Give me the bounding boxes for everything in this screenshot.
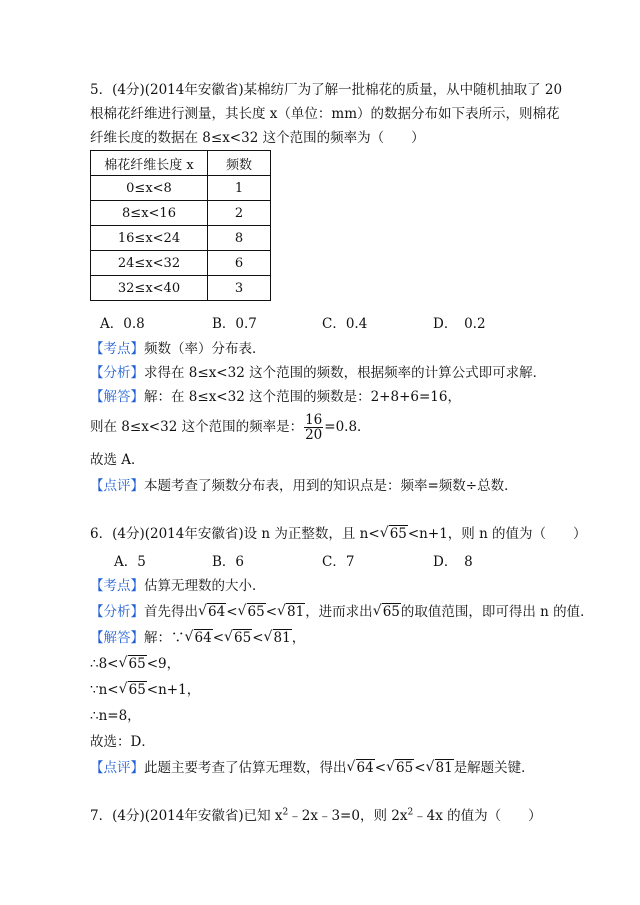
radicand: 65 (389, 526, 407, 542)
fraction-denominator: 20 (305, 427, 323, 443)
radical-icon: √ (372, 603, 382, 619)
dianping-text: 此题主要考查了估算无理数，得出 (144, 760, 347, 776)
q7-stem-part: ﹣4x 的值为（ ） (413, 808, 542, 824)
q5-option-b: B．0.7 (212, 316, 257, 332)
table-cell: 8≤x<16 (91, 201, 208, 226)
q5-option-c: C．0.4 (322, 316, 368, 332)
q6-dianping (90, 758, 535, 778)
q6-option-d: D． 8 (433, 554, 473, 570)
dianping-text: 是解题关键． (453, 760, 535, 776)
radicand: 65 (247, 604, 265, 620)
jieda-text: 解：∵ (144, 630, 185, 646)
radical-icon: √ (118, 655, 128, 671)
sqrt-65 (238, 602, 266, 622)
q6-choose: 故选：D． (90, 734, 155, 750)
table-row (91, 276, 271, 301)
step-text: <n+1， (146, 682, 201, 698)
dianping-tag: 【点评】 (90, 760, 144, 776)
kaodian-text: 估算无理数的大小． (144, 578, 266, 594)
kaodian-text: 频数（率）分布表． (144, 341, 266, 357)
fenxi-text: 的取值范围，即可得出 n 的值． (400, 604, 594, 620)
radicand: 81 (435, 760, 453, 776)
table-cell: 0≤x<8 (91, 176, 208, 201)
jieda-tag: 【解答】 (90, 389, 144, 405)
q5-stem-line3: 纤维长度的数据在 8≤x<32 这个范围的频率为（ ） (90, 130, 425, 146)
ratio-suffix: =0.8． (324, 419, 371, 435)
q5-kaodian (90, 339, 266, 359)
kaodian-tag: 【考点】 (90, 341, 144, 357)
sqrt-81 (426, 758, 454, 778)
q6-stem-part: 6．(4分)(2014年安徽省)设 n 为正整数，且 n< (90, 526, 380, 542)
q6-jieda (90, 628, 305, 648)
q5-dianping (90, 476, 518, 496)
dianping-text: 本题考查了频数分布表，用到的知识点是：频率=频数÷总数． (144, 478, 518, 494)
sqrt-64 (347, 758, 375, 778)
table-header: 频数 (208, 151, 271, 176)
radical-icon: √ (277, 603, 286, 619)
sqrt-64 (185, 628, 213, 648)
fenxi-tag: 【分析】 (90, 365, 144, 381)
radical-icon: √ (184, 629, 194, 645)
frequency-table (90, 150, 271, 301)
q7-stem (90, 806, 542, 826)
q6-option-c: C．7 (322, 554, 355, 570)
q5-fenxi (90, 363, 546, 383)
table-header-row (91, 151, 271, 176)
fenxi-tag: 【分析】 (90, 604, 144, 620)
ratio-prefix: 则在 8≤x<32 这个范围的频率是： (90, 419, 304, 435)
q5-stem-line2: 根棉花纤维进行测量，其长度 x（单位：mm）的数据分布如下表所示，则棉花 (90, 106, 560, 122)
step-text: ∴8< (90, 656, 119, 672)
q5-choose: 故选 A． (90, 452, 145, 468)
sqrt-65 (380, 524, 408, 544)
radical-icon: √ (379, 525, 389, 541)
table-cell: 2 (208, 201, 271, 226)
sqrt-65 (386, 758, 414, 778)
table-cell: 16≤x<24 (91, 226, 208, 251)
radical-icon: √ (198, 603, 207, 619)
radical-icon: √ (346, 759, 356, 775)
less-than: < (226, 604, 238, 620)
sqrt-81 (264, 628, 292, 648)
table-row (91, 176, 271, 201)
q6-option-a: A．5 (114, 554, 146, 570)
less-than: < (265, 604, 277, 620)
table-row (91, 251, 271, 276)
table-cell: 6 (208, 251, 271, 276)
radicand: 64 (194, 630, 212, 646)
q5-option-a: A．0.8 (100, 316, 145, 332)
fenxi-text: ，进而求出 (305, 604, 373, 620)
q6-fenxi (90, 602, 594, 622)
fenxi-text: 首先得出 (144, 604, 198, 620)
less-than: < (414, 760, 426, 776)
step-text: ∵n< (90, 682, 119, 698)
radicand: 65 (382, 604, 400, 620)
sqrt-81 (277, 602, 305, 622)
radicand: 65 (396, 760, 414, 776)
less-than: < (252, 630, 264, 646)
jieda-tag: 【解答】 (90, 630, 144, 646)
sqrt-65 (373, 602, 401, 622)
q7-stem-part: 7．(4分)(2014年安徽省)已知 x (90, 808, 283, 824)
radical-icon: √ (118, 681, 128, 697)
exponent: 2 (407, 807, 414, 818)
table-header: 棉花纤维长度 x (91, 151, 208, 176)
step-text: <9， (146, 656, 181, 672)
fraction-numerator: 16 (305, 412, 323, 428)
table-cell: 1 (208, 176, 271, 201)
radical-icon: √ (237, 603, 247, 619)
radicand: 64 (208, 604, 226, 620)
q6-option-b: B．6 (212, 554, 245, 570)
q5-stem-line1: 5．(4分)(2014年安徽省)某棉纺厂为了解一批棉花的质量，从中随机抽取了 20 (90, 82, 563, 98)
radicand: 65 (128, 656, 146, 672)
q5-jieda (90, 387, 461, 407)
radicand: 81 (287, 604, 305, 620)
q6-step2 (90, 680, 200, 700)
q6-stem (90, 524, 587, 544)
table-cell: 32≤x<40 (91, 276, 208, 301)
q5-ratio-line (90, 411, 371, 443)
sqrt-65 (224, 628, 252, 648)
table-row (91, 201, 271, 226)
kaodian-tag: 【考点】 (90, 578, 144, 594)
table-cell: 3 (208, 276, 271, 301)
table-cell: 8 (208, 226, 271, 251)
radicand: 65 (128, 682, 146, 698)
fraction (304, 413, 323, 442)
fenxi-text: 求得在 8≤x<32 这个范围的频数，根据频率的计算公式即可求解． (144, 365, 547, 381)
q6-stem-part: <n+1，则 n 的值为（ ） (407, 526, 587, 542)
jieda-text: 解：在 8≤x<32 这个范围的频数是：2+8+6=16， (144, 389, 461, 405)
radical-icon: √ (263, 629, 273, 645)
sqrt-65 (119, 654, 147, 674)
dianping-tag: 【点评】 (90, 478, 144, 494)
exponent: 2 (282, 807, 289, 818)
less-than: < (212, 630, 224, 646)
sqrt-65 (119, 680, 147, 700)
radical-icon: √ (425, 759, 435, 775)
jieda-text: ， (291, 630, 306, 646)
less-than: < (374, 760, 386, 776)
radicand: 65 (234, 630, 252, 646)
q6-step3: ∴n=8， (90, 708, 141, 724)
radicand: 81 (273, 630, 291, 646)
sqrt-64 (198, 602, 226, 622)
radical-icon: √ (386, 759, 395, 775)
q6-step1 (90, 654, 180, 674)
radicand: 64 (356, 760, 374, 776)
q7-stem-part: ﹣2x﹣3=0，则 2x (288, 808, 408, 824)
q5-option-d: D． 0.2 (433, 316, 486, 332)
radical-icon: √ (224, 629, 233, 645)
q6-kaodian (90, 576, 266, 596)
table-row (91, 226, 271, 251)
table-cell: 24≤x<32 (91, 251, 208, 276)
